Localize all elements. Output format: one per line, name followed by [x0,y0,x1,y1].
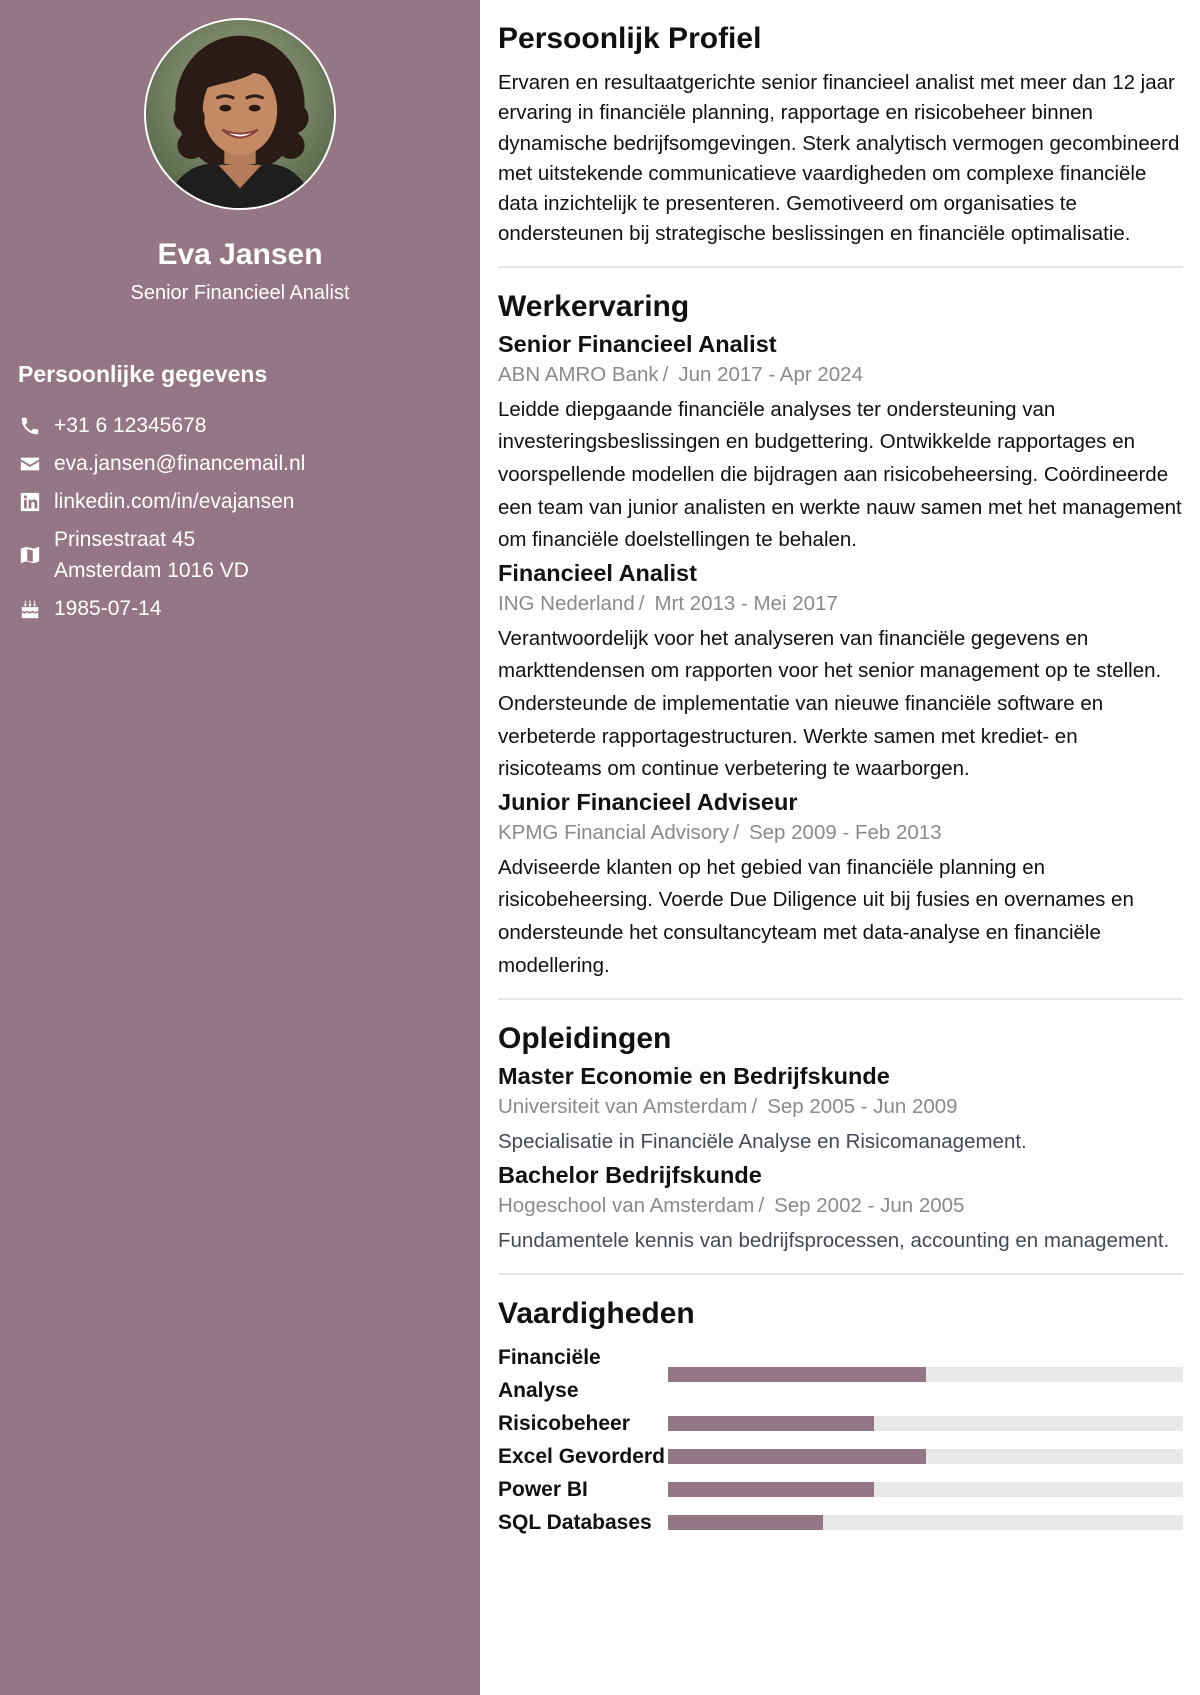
skill-bar-track [668,1482,1183,1497]
skill-bar-fill [668,1515,823,1530]
experience-meta: ABN AMRO Bank / Jun 2017 - Apr 2024 [498,362,863,386]
address-city: Amsterdam 1016 VD [54,559,249,582]
map-icon [18,524,42,586]
skill-bar-track [668,1367,1183,1382]
main-content [480,0,1200,1695]
experience-title: Werkervaring [498,289,690,323]
experience-meta: KPMG Financial Advisory / Sep 2009 - Feb 2013 [498,820,942,844]
skill-name: Risicobeheer [498,1412,630,1436]
experience-entry [498,557,1183,786]
profile-photo [144,18,336,210]
envelope-icon [18,448,42,479]
experience-meta: ING Nederland / Mrt 2013 - Mei 2017 [498,591,838,615]
experience-section [498,286,1183,982]
experience-description: Leidde diepgaande financiële analyses ter ondersteuning van investeringsbeslissingen en budgettering. Ontwikkelde rapportages en voorspellende modellen die bijdragen aan risicobeheersing. Coördineerde een team van junior analisten en werkte nauw samen met het management om financiële doelstellingen te behalen. [498,397,1182,552]
experience-description: Verantwoordelijk voor het analyseren van financiële gegevens en markttendensen om rapporten voor het senior management op te stellen. Ondersteunde de implementatie van nieuwe financiële software en verbeterde rapportagestructuren. Werkte samen met krediet- en risicoteams om continue verbetering te waarborgen. [498,626,1162,781]
phone-number: +31 6 12345678 [54,414,207,437]
education-period: Sep 2002 - Jun 2005 [774,1193,965,1217]
education-meta: Hogeschool van Amsterdam / Sep 2002 - Jun 2005 [498,1193,965,1217]
skill-row [498,1506,1183,1539]
education-entry [498,1060,1183,1159]
contact-linkedin [18,486,458,517]
experience-entry [498,328,1183,557]
contact-list [18,410,458,631]
education-period: Sep 2005 - Jun 2009 [767,1095,958,1119]
section-divider [498,1273,1183,1275]
skill-name: Power BI [498,1478,588,1502]
skill-name: Financiële Analyse [498,1346,601,1403]
birth-date: 1985-07-14 [54,597,162,620]
personal-details-title: Persoonlijke gegevens [18,361,268,387]
experience-company: ABN AMRO Bank [498,362,659,386]
profile-title: Persoonlijk Profiel [498,22,762,55]
birthday-cake-icon [18,593,42,624]
skill-bar-fill [668,1482,874,1497]
experience-position: Junior Financieel Adviseur [498,788,798,815]
experience-period: Mrt 2013 - Mei 2017 [654,591,838,615]
skill-row [498,1473,1183,1506]
experience-period: Sep 2009 - Feb 2013 [748,820,942,844]
linkedin-url: linkedin.com/in/evajansen [54,490,295,513]
candidate-role: Senior Financieel Analist [130,282,350,304]
profile-text: Ervaren en resultaatgerichte senior financieel analist met meer dan 12 jaar ervaring in financiële planning, rapportage en risicobeheer binnen dynamische bedrijfsomgevingen. Sterk analytisch vermogen gecombineerd met uitstekende communicatieve vaardigheden om complexe financiële data inzichtelijk te presenteren. Gemotiveerd om organisaties te ondersteunen bij strategische beslissingen en financiële optimalisatie. [498,71,1180,246]
experience-description: Adviseerde klanten op het gebied van financiële planning en risicobeheersing. Voerde Due Diligence uit bij fusies en overnames en ondersteunde het consultancyteam met data-analyse en financiële modellering. [498,855,1134,977]
skills-list [498,1341,1183,1539]
contact-email [18,448,458,479]
experience-position: Financieel Analist [498,559,697,586]
education-entry [498,1159,1183,1258]
sidebar [0,0,480,1695]
education-meta: Universiteit van Amsterdam / Sep 2005 - Jun 2009 [498,1095,958,1119]
skill-name: Excel Gevorderd [498,1445,665,1469]
education-degree: Bachelor Bedrijfskunde [498,1161,762,1188]
experience-company: ING Nederland [498,591,635,615]
education-section [498,1018,1183,1257]
skill-bar-track [668,1515,1183,1530]
contact-phone [18,410,458,441]
address-street: Prinsestraat 45 [54,528,196,551]
candidate-name: Eva Jansen [157,238,323,271]
skill-row [498,1407,1183,1440]
skill-row [498,1440,1183,1473]
skill-bar-fill [668,1367,926,1382]
experience-company: KPMG Financial Advisory [498,820,730,844]
section-divider [498,998,1183,1000]
email-address: eva.jansen@financemail.nl [54,452,306,475]
skill-row [498,1341,1183,1407]
section-divider [498,266,1183,268]
skills-section [498,1293,1183,1539]
education-description: Specialisatie in Financiële Analyse en Risicomanagement. [498,1130,1027,1154]
education-degree: Master Economie en Bedrijfskunde [498,1063,890,1090]
experience-entry [498,786,1183,982]
experience-period: Jun 2017 - Apr 2024 [678,362,863,386]
experience-position: Senior Financieel Analist [498,330,777,357]
skill-bar-track [668,1416,1183,1431]
education-description: Fundamentele kennis van bedrijfsprocessen, accounting en management. [498,1228,1170,1252]
linkedin-icon [18,486,42,517]
skill-bar-fill [668,1449,926,1464]
education-school: Universiteit van Amsterdam [498,1095,748,1119]
education-title: Opleidingen [498,1022,672,1056]
skill-bar-fill [668,1416,874,1431]
profile-photo-illustration [146,20,334,208]
contact-birthdate [18,593,458,624]
skill-name: SQL Databases [498,1511,652,1535]
profile-section [498,18,1183,250]
skill-bar-track [668,1449,1183,1464]
contact-address [18,524,458,586]
phone-icon [18,410,42,441]
education-school: Hogeschool van Amsterdam [498,1193,755,1217]
skills-title: Vaardigheden [498,1297,695,1331]
